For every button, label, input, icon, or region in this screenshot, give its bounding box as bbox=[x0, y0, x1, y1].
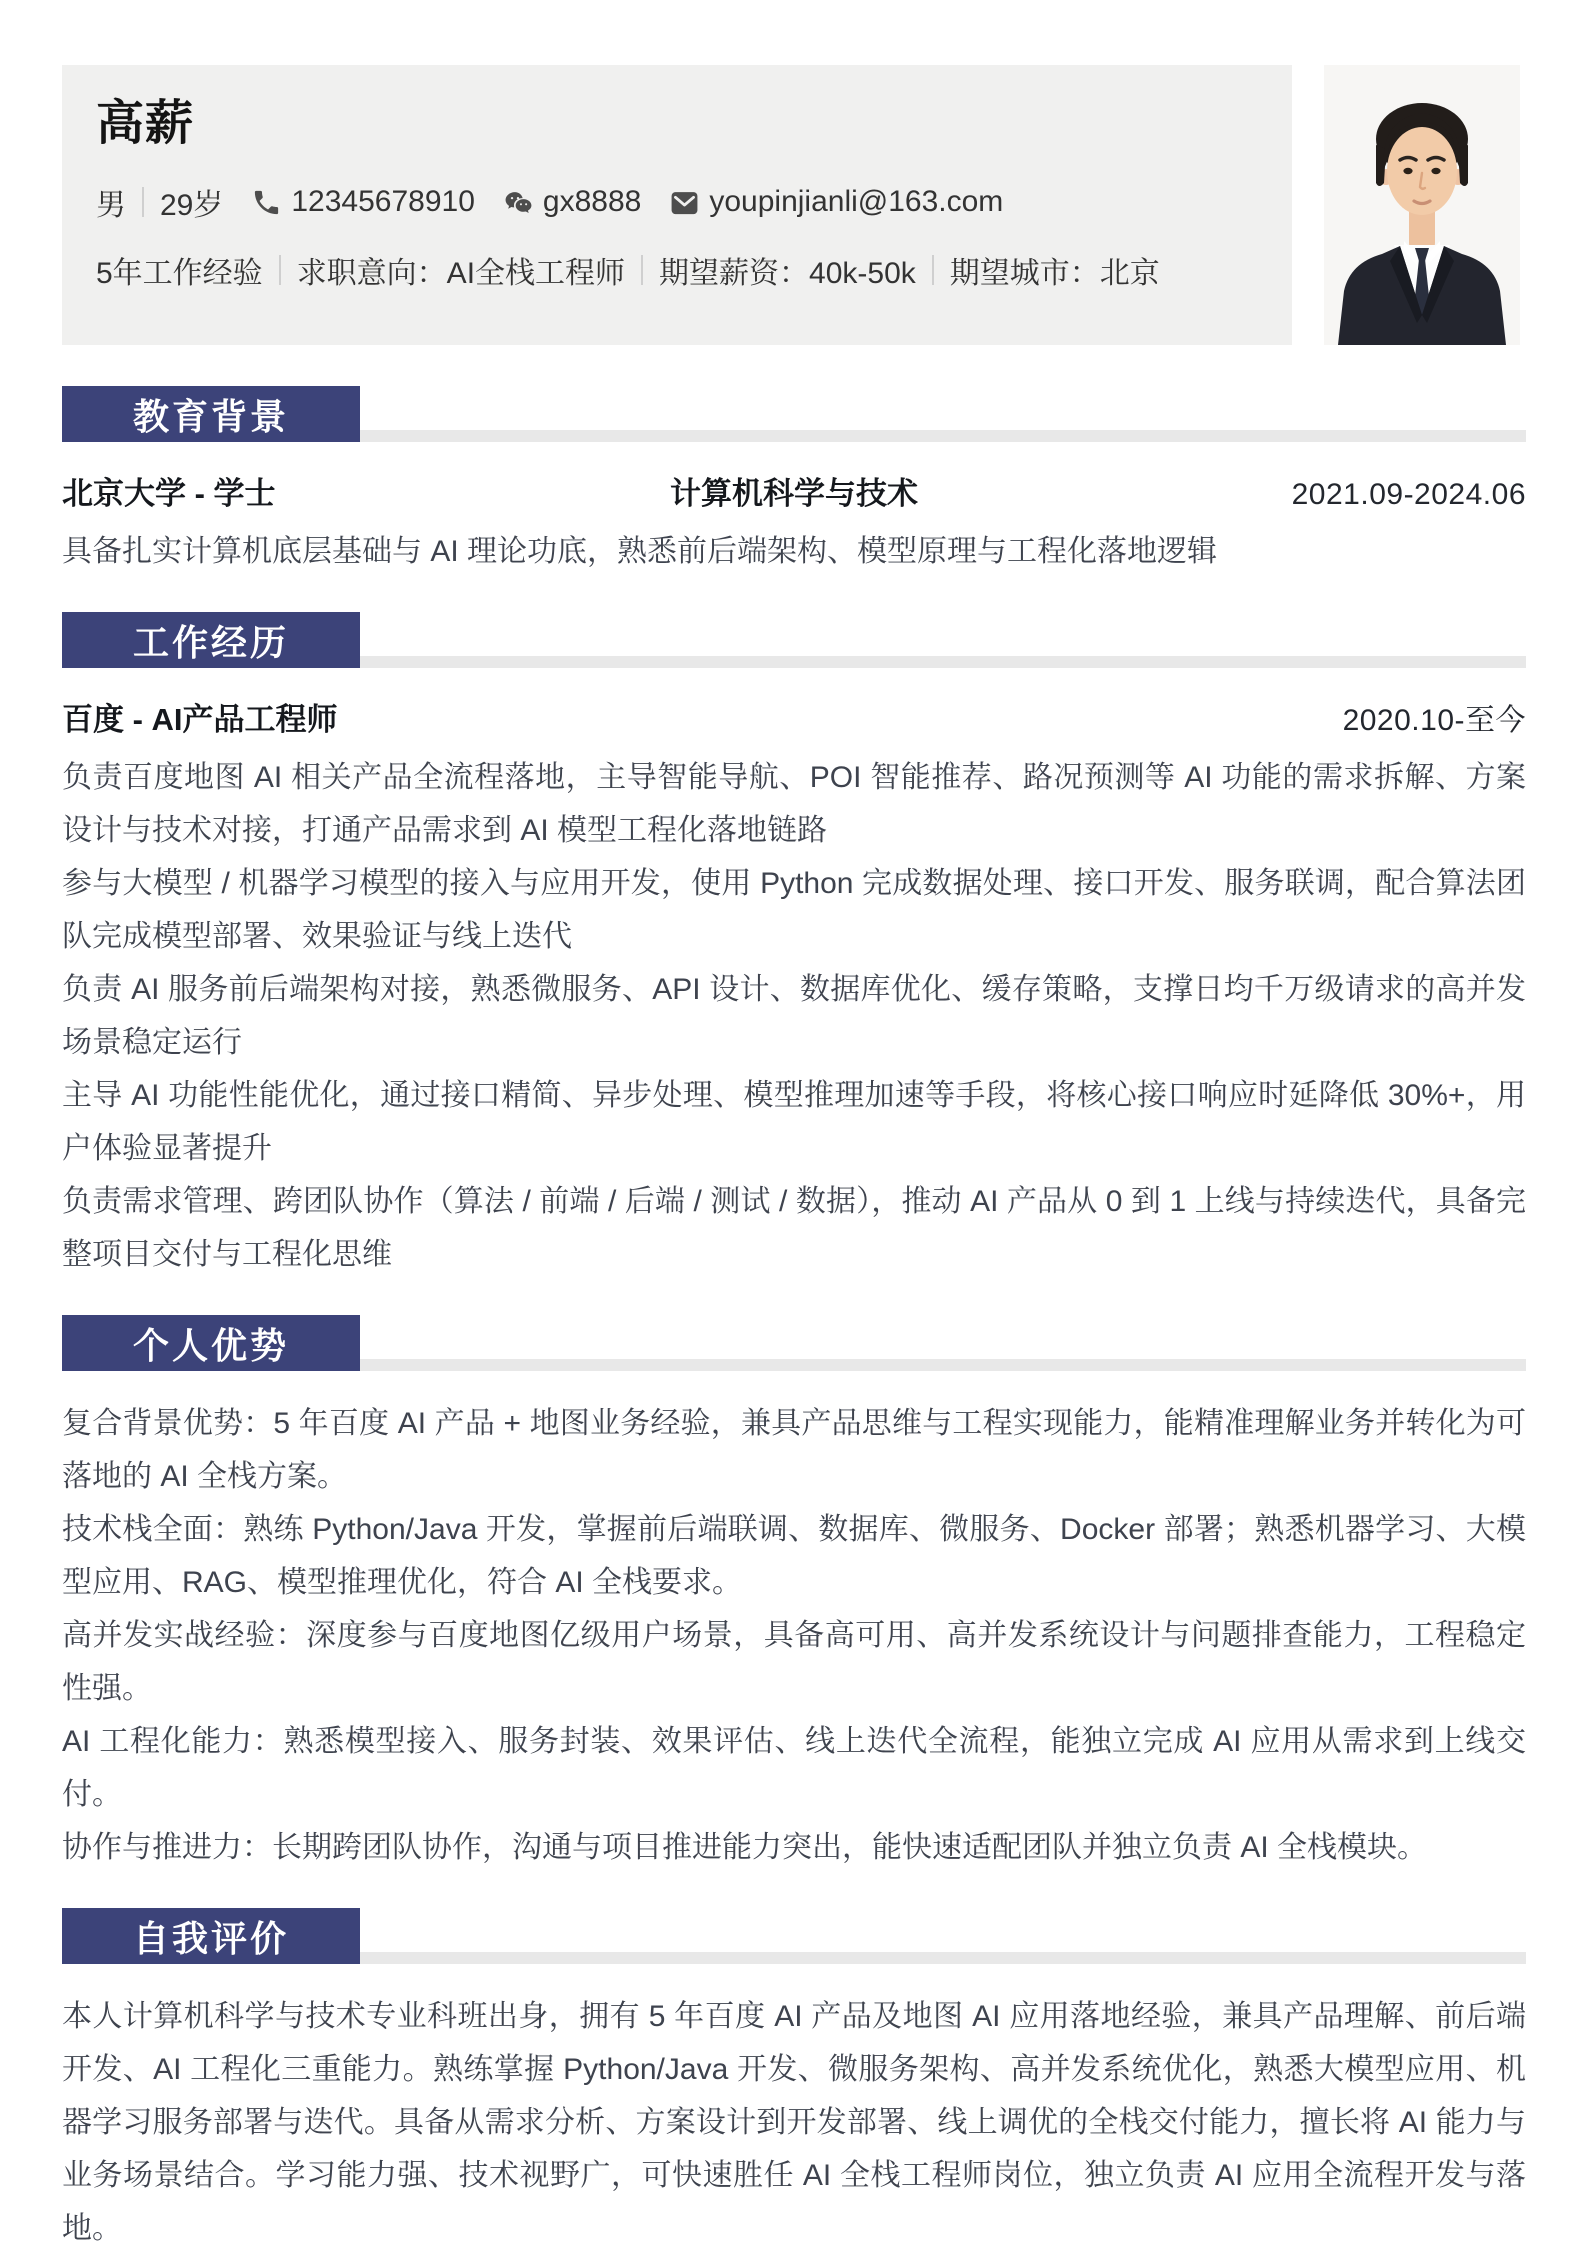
divider bbox=[279, 255, 281, 285]
email-address: youpinjianli@163.com bbox=[709, 185, 1004, 218]
section-rule bbox=[360, 430, 1526, 442]
expected-salary-label: 期望薪资：40k-50k bbox=[659, 257, 916, 290]
strength-item: AI 工程化能力：熟悉模型接入、服务封装、效果评估、线上迭代全流程，能独立完成 AI 应用从需求到上线交付。 bbox=[62, 1725, 1526, 1811]
profile-photo bbox=[1324, 65, 1520, 345]
work-company: 百度 - AI产品工程师 bbox=[62, 702, 338, 737]
section-title-work: 工作经历 bbox=[62, 612, 360, 668]
education-row bbox=[62, 468, 1526, 513]
work-bullet: 主导 AI 功能性能优化，通过接口精简、异步处理、模型推理加速等手段，将核心接口响应时延降低 30%+，用户体验显著提升 bbox=[62, 1079, 1526, 1165]
section-rule bbox=[360, 656, 1526, 668]
contact-row bbox=[96, 181, 1272, 223]
gender-label: 男 bbox=[96, 189, 126, 222]
phone-icon bbox=[251, 187, 282, 218]
header-info-card bbox=[62, 65, 1292, 345]
candidate-name: 高薪 bbox=[96, 97, 195, 150]
work-details bbox=[62, 751, 1526, 1281]
divider bbox=[142, 187, 144, 217]
expected-city-label: 期望城市：北京 bbox=[949, 257, 1160, 290]
wechat-icon bbox=[503, 187, 534, 218]
experience-label: 5年工作经验 bbox=[96, 257, 263, 290]
divider bbox=[641, 255, 643, 285]
section-title-education: 教育背景 bbox=[62, 386, 360, 442]
work-row bbox=[62, 694, 1526, 739]
portrait-illustration bbox=[1324, 65, 1520, 345]
evaluation-text: 本人计算机科学与技术专业科班出身，拥有 5 年百度 AI 产品及地图 AI 应用落地经验，兼具产品理解、前后端开发、AI 工程化三重能力。熟练掌握 Python/Java 开发、微服务架构、高并发系统优化，熟悉大模型应用、机器学习服务部署与迭代。具备从需求分析、方案设计到开发部署、线上调优的全栈交付能力，擅长将 AI 能力与业务场景结合。学习能力强、技术视野广，可快速胜任 AI 全栈工程师岗位，独立负责 AI 应用全流程开发与落地。 bbox=[62, 2000, 1526, 2245]
section-title-strengths: 个人优势 bbox=[62, 1315, 360, 1371]
section-title-evaluation: 自我评价 bbox=[62, 1908, 360, 1964]
strength-item: 复合背景优势：5 年百度 AI 产品 + 地图业务经验，兼具产品思维与工程实现能力，能精准理解业务并转化为可落地的 AI 全栈方案。 bbox=[62, 1407, 1526, 1493]
work-bullet: 负责百度地图 AI 相关产品全流程落地，主导智能导航、POI 智能推荐、路况预测等 AI 功能的需求拆解、方案设计与技术对接，打通产品需求到 AI 模型工程化落地链路 bbox=[62, 761, 1526, 847]
phone-number: 12345678910 bbox=[291, 185, 475, 218]
email-icon bbox=[669, 187, 700, 218]
work-date: 2020.10-至今 bbox=[1342, 704, 1526, 737]
section-rule bbox=[360, 1359, 1526, 1371]
work-bullet: 负责需求管理、跨团队协作（算法 / 前端 / 后端 / 测试 / 数据），推动 AI 产品从 0 到 1 上线与持续迭代，具备完整项目交付与工程化思维 bbox=[62, 1185, 1526, 1271]
evaluation-details bbox=[62, 1990, 1526, 2255]
wechat-id: gx8888 bbox=[542, 185, 642, 218]
education-date: 2021.09-2024.06 bbox=[1291, 478, 1526, 511]
strengths-details bbox=[62, 1397, 1526, 1874]
section-strengths-heading bbox=[62, 1315, 1526, 1371]
divider bbox=[932, 255, 934, 285]
education-description bbox=[62, 525, 1526, 578]
education-school: 北京大学 - 学士 bbox=[62, 476, 276, 511]
work-bullet: 参与大模型 / 机器学习模型的接入与应用开发，使用 Python 完成数据处理、接口开发、服务联调，配合算法团队完成模型部署、效果验证与线上迭代 bbox=[62, 867, 1526, 953]
age-label: 29岁 bbox=[160, 189, 224, 222]
work-bullet: 负责 AI 服务前后端架构对接，熟悉微服务、API 设计、数据库优化、缓存策略，支撑日均千万级请求的高并发场景稳定运行 bbox=[62, 973, 1526, 1059]
strength-item: 协作与推进力：长期跨团队协作，沟通与项目推进能力突出，能快速适配团队并独立负责 AI 全栈模块。 bbox=[62, 1831, 1428, 1864]
section-rule bbox=[360, 1952, 1526, 1964]
resume-header bbox=[62, 65, 1520, 345]
section-education-heading bbox=[62, 386, 1526, 442]
education-major: 计算机科学与技术 bbox=[670, 476, 918, 511]
strength-item: 技术栈全面：熟练 Python/Java 开发，掌握前后端联调、数据库、微服务、Docker 部署；熟悉机器学习、大模型应用、RAG、模型推理优化，符合 AI 全栈要求。 bbox=[62, 1513, 1526, 1599]
section-evaluation-heading bbox=[62, 1908, 1526, 1964]
intention-row bbox=[96, 249, 1272, 291]
education-description-text: 具备扎实计算机底层基础与 AI 理论功底，熟悉前后端架构、模型原理与工程化落地逻辑 bbox=[62, 535, 1218, 568]
strength-item: 高并发实战经验：深度参与百度地图亿级用户场景，具备高可用、高并发系统设计与问题排查能力，工程稳定性强。 bbox=[62, 1619, 1526, 1705]
section-work-heading bbox=[62, 612, 1526, 668]
job-intention-label: 求职意向：AI全栈工程师 bbox=[296, 257, 626, 290]
